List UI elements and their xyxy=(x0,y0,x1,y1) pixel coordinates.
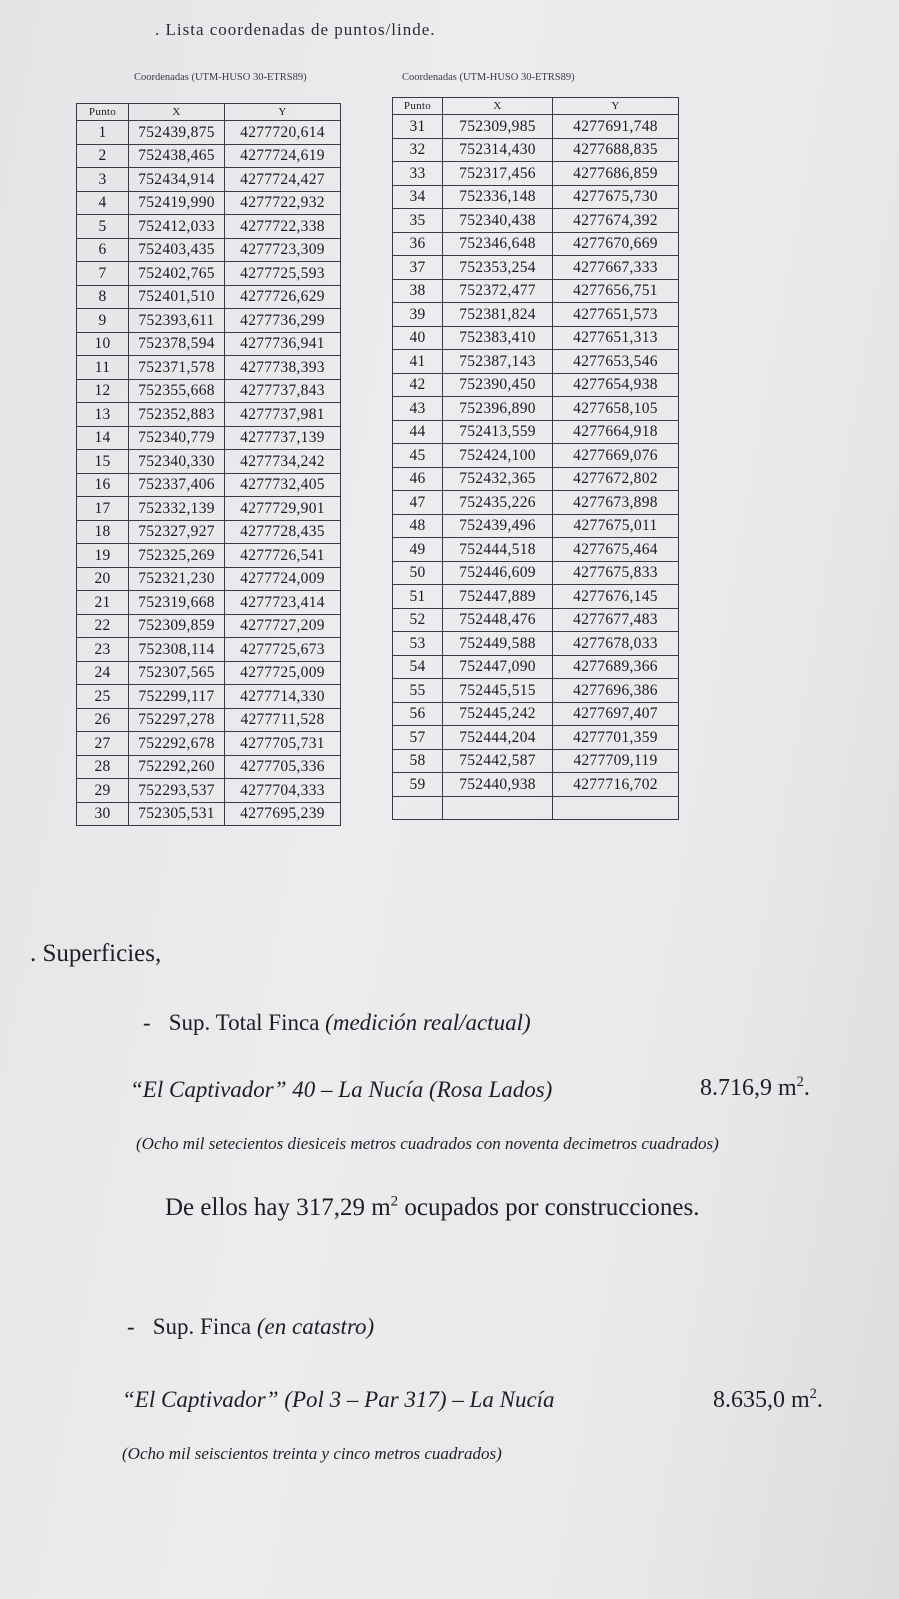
y-cell: 4277725,009 xyxy=(225,661,341,685)
table-row xyxy=(393,773,679,797)
x-cell: 752403,435 xyxy=(129,238,225,262)
point-cell: 56 xyxy=(393,702,443,726)
table-row xyxy=(393,303,679,327)
y-cell: 4277675,464 xyxy=(553,538,679,562)
x-cell: 752352,883 xyxy=(129,403,225,427)
point-cell: 21 xyxy=(77,591,129,615)
table-row xyxy=(77,520,341,544)
table-row xyxy=(77,755,341,779)
point-cell: 32 xyxy=(393,138,443,162)
point-cell: 9 xyxy=(77,309,129,333)
y-cell: 4277716,702 xyxy=(553,773,679,797)
table-row xyxy=(393,444,679,468)
table-row xyxy=(77,356,341,380)
point-cell: 25 xyxy=(77,685,129,709)
table-row xyxy=(77,285,341,309)
y-cell: 4277720,614 xyxy=(225,121,341,145)
table-row xyxy=(77,121,341,145)
x-cell: 752337,406 xyxy=(129,473,225,497)
catastro-place: “El Captivador” (Pol 3 – Par 317) – La Nucía xyxy=(122,1387,555,1412)
y-cell: 4277696,386 xyxy=(553,679,679,703)
table-row xyxy=(77,802,341,826)
y-cell: 4277722,932 xyxy=(225,191,341,215)
table-row xyxy=(77,638,341,662)
table-row xyxy=(77,426,341,450)
point-cell: 2 xyxy=(77,144,129,168)
table-row xyxy=(77,497,341,521)
point-cell: 16 xyxy=(77,473,129,497)
point-cell: 26 xyxy=(77,708,129,732)
table-row xyxy=(393,702,679,726)
table-row xyxy=(393,467,679,491)
x-cell: 752355,668 xyxy=(129,379,225,403)
y-cell: 4277691,748 xyxy=(553,115,679,139)
point-cell: 23 xyxy=(77,638,129,662)
table-row xyxy=(393,397,679,421)
total-finca-label: Sup. Total Finca xyxy=(168,1010,320,1035)
y-cell: 4277673,898 xyxy=(553,491,679,515)
y-cell: 4277675,730 xyxy=(553,185,679,209)
catastro-line xyxy=(127,1314,374,1340)
y-cell: 4277669,076 xyxy=(553,444,679,468)
table-row xyxy=(77,450,341,474)
table-row xyxy=(393,420,679,444)
area-exponent: 2 xyxy=(809,1386,817,1402)
table-row xyxy=(77,732,341,756)
table-row xyxy=(393,232,679,256)
x-cell: 752340,438 xyxy=(443,209,553,233)
x-cell: 752448,476 xyxy=(443,608,553,632)
x-cell: 752446,609 xyxy=(443,561,553,585)
x-cell: 752445,242 xyxy=(443,702,553,726)
y-cell: 4277738,393 xyxy=(225,356,341,380)
x-cell: 752378,594 xyxy=(129,332,225,356)
coordinates-table-right xyxy=(392,97,679,820)
column-header: Punto xyxy=(393,98,443,115)
table-row xyxy=(77,779,341,803)
x-cell: 752402,765 xyxy=(129,262,225,286)
y-cell: 4277701,359 xyxy=(553,726,679,750)
table-row xyxy=(77,332,341,356)
point-cell: 29 xyxy=(77,779,129,803)
x-cell: 752439,875 xyxy=(129,121,225,145)
x-cell: 752299,117 xyxy=(129,685,225,709)
y-cell: 4277704,333 xyxy=(225,779,341,803)
area-end: . xyxy=(816,1387,823,1413)
column-header: X xyxy=(443,98,553,115)
table-row xyxy=(393,256,679,280)
point-cell: 42 xyxy=(393,373,443,397)
y-cell: 4277711,528 xyxy=(225,708,341,732)
x-cell xyxy=(443,796,553,820)
x-cell: 752292,678 xyxy=(129,732,225,756)
x-cell: 752340,779 xyxy=(129,426,225,450)
x-cell: 752438,465 xyxy=(129,144,225,168)
x-cell: 752307,565 xyxy=(129,661,225,685)
x-cell: 752442,587 xyxy=(443,749,553,773)
x-cell: 752447,090 xyxy=(443,655,553,679)
x-cell: 752305,531 xyxy=(129,802,225,826)
point-cell: 3 xyxy=(77,168,129,192)
superficies-heading: . Superficies, xyxy=(30,940,162,967)
y-cell: 4277725,593 xyxy=(225,262,341,286)
table-row xyxy=(393,350,679,374)
x-cell: 752434,914 xyxy=(129,168,225,192)
x-cell: 752390,450 xyxy=(443,373,553,397)
x-cell: 752432,365 xyxy=(443,467,553,491)
x-cell: 752372,477 xyxy=(443,279,553,303)
y-cell: 4277695,239 xyxy=(225,802,341,826)
point-cell: 49 xyxy=(393,538,443,562)
x-cell: 752447,889 xyxy=(443,585,553,609)
table-row xyxy=(393,679,679,703)
point-cell: 17 xyxy=(77,497,129,521)
y-cell: 4277674,392 xyxy=(553,209,679,233)
table-row xyxy=(393,608,679,632)
y-cell: 4277724,427 xyxy=(225,168,341,192)
x-cell: 752396,890 xyxy=(443,397,553,421)
x-cell: 752440,938 xyxy=(443,773,553,797)
x-cell: 752340,330 xyxy=(129,450,225,474)
table-row xyxy=(393,655,679,679)
y-cell: 4277732,405 xyxy=(225,473,341,497)
y-cell: 4277656,751 xyxy=(553,279,679,303)
x-cell: 752314,430 xyxy=(443,138,553,162)
page-title: . Lista coordenadas de puntos/linde. xyxy=(155,20,436,39)
point-cell: 53 xyxy=(393,632,443,656)
x-cell: 752424,100 xyxy=(443,444,553,468)
y-cell: 4277675,833 xyxy=(553,561,679,585)
x-cell: 752309,985 xyxy=(443,115,553,139)
built-after: ocupados por construcciones. xyxy=(398,1194,700,1221)
bullet: - xyxy=(127,1314,135,1339)
point-cell: 14 xyxy=(77,426,129,450)
table-row xyxy=(393,209,679,233)
y-cell: 4277736,941 xyxy=(225,332,341,356)
point-cell: 19 xyxy=(77,544,129,568)
y-cell: 4277737,843 xyxy=(225,379,341,403)
point-cell: 27 xyxy=(77,732,129,756)
point-cell: 43 xyxy=(393,397,443,421)
point-cell: 4 xyxy=(77,191,129,215)
point-cell: 47 xyxy=(393,491,443,515)
column-header: Y xyxy=(553,98,679,115)
x-cell: 752383,410 xyxy=(443,326,553,350)
x-cell: 752381,824 xyxy=(443,303,553,327)
point-cell: 55 xyxy=(393,679,443,703)
table-row xyxy=(393,585,679,609)
x-cell: 752435,226 xyxy=(443,491,553,515)
table-row xyxy=(393,538,679,562)
total-finca-qualifier: (medición real/actual) xyxy=(325,1010,531,1035)
table-row xyxy=(393,796,679,820)
point-cell: 31 xyxy=(393,115,443,139)
x-cell: 752297,278 xyxy=(129,708,225,732)
table-row xyxy=(393,749,679,773)
y-cell: 4277705,336 xyxy=(225,755,341,779)
area-end: . xyxy=(803,1075,810,1101)
point-cell xyxy=(393,796,443,820)
table-row xyxy=(77,708,341,732)
point-cell: 11 xyxy=(77,356,129,380)
y-cell: 4277677,483 xyxy=(553,608,679,632)
table-left-caption: Coordenadas (UTM-HUSO 30-ETRS89) xyxy=(134,72,307,83)
point-cell: 45 xyxy=(393,444,443,468)
point-cell: 18 xyxy=(77,520,129,544)
x-cell: 752336,148 xyxy=(443,185,553,209)
y-cell xyxy=(553,796,679,820)
y-cell: 4277675,011 xyxy=(553,514,679,538)
total-finca-words: (Ocho mil setecientos diesiceis metros cuadrados con noventa decimetros cuadrados) xyxy=(136,1134,719,1153)
point-cell: 35 xyxy=(393,209,443,233)
y-cell: 4277737,139 xyxy=(225,426,341,450)
y-cell: 4277678,033 xyxy=(553,632,679,656)
point-cell: 50 xyxy=(393,561,443,585)
point-cell: 48 xyxy=(393,514,443,538)
catastro-words: (Ocho mil seiscientos treinta y cinco metros cuadrados) xyxy=(122,1444,502,1463)
x-cell: 752325,269 xyxy=(129,544,225,568)
table-right-caption: Coordenadas (UTM-HUSO 30-ETRS89) xyxy=(402,72,575,83)
point-cell: 36 xyxy=(393,232,443,256)
point-cell: 51 xyxy=(393,585,443,609)
x-cell: 752444,204 xyxy=(443,726,553,750)
table-row xyxy=(77,567,341,591)
x-cell: 752371,578 xyxy=(129,356,225,380)
total-finca-area xyxy=(700,1075,810,1102)
point-cell: 54 xyxy=(393,655,443,679)
point-cell: 22 xyxy=(77,614,129,638)
point-cell: 41 xyxy=(393,350,443,374)
y-cell: 4277734,242 xyxy=(225,450,341,474)
built-before: De ellos hay 317,29 m xyxy=(165,1194,391,1221)
y-cell: 4277653,546 xyxy=(553,350,679,374)
x-cell: 752321,230 xyxy=(129,567,225,591)
table-row xyxy=(77,168,341,192)
y-cell: 4277658,105 xyxy=(553,397,679,421)
table-row xyxy=(393,373,679,397)
table-row xyxy=(393,514,679,538)
table-row xyxy=(77,379,341,403)
total-finca-line xyxy=(143,1010,531,1036)
x-cell: 752319,668 xyxy=(129,591,225,615)
point-cell: 24 xyxy=(77,661,129,685)
table-row xyxy=(393,726,679,750)
point-cell: 40 xyxy=(393,326,443,350)
area-exponent: 2 xyxy=(796,1074,804,1090)
x-cell: 752293,537 xyxy=(129,779,225,803)
table-row xyxy=(77,544,341,568)
y-cell: 4277714,330 xyxy=(225,685,341,709)
x-cell: 752412,033 xyxy=(129,215,225,239)
y-cell: 4277723,309 xyxy=(225,238,341,262)
x-cell: 752317,456 xyxy=(443,162,553,186)
point-cell: 8 xyxy=(77,285,129,309)
y-cell: 4277686,859 xyxy=(553,162,679,186)
y-cell: 4277688,835 xyxy=(553,138,679,162)
area-value: 8.635,0 m xyxy=(713,1387,810,1413)
y-cell: 4277726,541 xyxy=(225,544,341,568)
table-row xyxy=(77,262,341,286)
y-cell: 4277736,299 xyxy=(225,309,341,333)
y-cell: 4277727,209 xyxy=(225,614,341,638)
y-cell: 4277705,731 xyxy=(225,732,341,756)
y-cell: 4277672,802 xyxy=(553,467,679,491)
point-cell: 13 xyxy=(77,403,129,427)
area-value: 8.716,9 m xyxy=(700,1075,797,1101)
y-cell: 4277725,673 xyxy=(225,638,341,662)
point-cell: 44 xyxy=(393,420,443,444)
table-row xyxy=(393,185,679,209)
catastro-area xyxy=(713,1387,823,1414)
x-cell: 752401,510 xyxy=(129,285,225,309)
bullet: - xyxy=(143,1010,151,1035)
x-cell: 752393,611 xyxy=(129,309,225,333)
table-header-row xyxy=(393,98,679,115)
table-row xyxy=(77,309,341,333)
point-cell: 59 xyxy=(393,773,443,797)
y-cell: 4277737,981 xyxy=(225,403,341,427)
point-cell: 15 xyxy=(77,450,129,474)
x-cell: 752419,990 xyxy=(129,191,225,215)
table-row xyxy=(77,215,341,239)
catastro-label: Sup. Finca xyxy=(152,1314,252,1339)
table-row xyxy=(393,491,679,515)
point-cell: 20 xyxy=(77,567,129,591)
y-cell: 4277724,009 xyxy=(225,567,341,591)
point-cell: 28 xyxy=(77,755,129,779)
y-cell: 4277670,669 xyxy=(553,232,679,256)
point-cell: 7 xyxy=(77,262,129,286)
x-cell: 752413,559 xyxy=(443,420,553,444)
y-cell: 4277667,333 xyxy=(553,256,679,280)
x-cell: 752444,518 xyxy=(443,538,553,562)
y-cell: 4277724,619 xyxy=(225,144,341,168)
table-row xyxy=(393,138,679,162)
y-cell: 4277723,414 xyxy=(225,591,341,615)
point-cell: 10 xyxy=(77,332,129,356)
x-cell: 752439,496 xyxy=(443,514,553,538)
point-cell: 12 xyxy=(77,379,129,403)
point-cell: 57 xyxy=(393,726,443,750)
table-row xyxy=(393,561,679,585)
y-cell: 4277676,145 xyxy=(553,585,679,609)
point-cell: 30 xyxy=(77,802,129,826)
table-row xyxy=(77,614,341,638)
point-cell: 6 xyxy=(77,238,129,262)
point-cell: 37 xyxy=(393,256,443,280)
y-cell: 4277709,119 xyxy=(553,749,679,773)
x-cell: 752445,515 xyxy=(443,679,553,703)
y-cell: 4277697,407 xyxy=(553,702,679,726)
y-cell: 4277728,435 xyxy=(225,520,341,544)
table-row xyxy=(77,238,341,262)
point-cell: 33 xyxy=(393,162,443,186)
x-cell: 752309,859 xyxy=(129,614,225,638)
table-row xyxy=(393,162,679,186)
table-row xyxy=(393,326,679,350)
column-header: Y xyxy=(225,104,341,121)
total-finca-place: “El Captivador” 40 – La Nucía (Rosa Lados) xyxy=(130,1077,553,1102)
table-row xyxy=(77,685,341,709)
x-cell: 752346,648 xyxy=(443,232,553,256)
point-cell: 1 xyxy=(77,121,129,145)
table-row xyxy=(77,591,341,615)
column-header: X xyxy=(129,104,225,121)
x-cell: 752292,260 xyxy=(129,755,225,779)
table-row xyxy=(393,279,679,303)
y-cell: 4277729,901 xyxy=(225,497,341,521)
x-cell: 752332,139 xyxy=(129,497,225,521)
x-cell: 752353,254 xyxy=(443,256,553,280)
y-cell: 4277722,338 xyxy=(225,215,341,239)
table-row xyxy=(77,191,341,215)
y-cell: 4277654,938 xyxy=(553,373,679,397)
point-cell: 39 xyxy=(393,303,443,327)
point-cell: 5 xyxy=(77,215,129,239)
y-cell: 4277651,573 xyxy=(553,303,679,327)
x-cell: 752327,927 xyxy=(129,520,225,544)
column-header: Punto xyxy=(77,104,129,121)
point-cell: 52 xyxy=(393,608,443,632)
coordinates-table-left xyxy=(76,103,341,826)
catastro-qualifier: (en catastro) xyxy=(256,1314,375,1339)
table-row xyxy=(77,144,341,168)
built-area-line xyxy=(165,1194,699,1222)
built-exponent: 2 xyxy=(390,1193,399,1210)
x-cell: 752308,114 xyxy=(129,638,225,662)
x-cell: 752387,143 xyxy=(443,350,553,374)
point-cell: 34 xyxy=(393,185,443,209)
table-header-row xyxy=(77,104,341,121)
point-cell: 46 xyxy=(393,467,443,491)
y-cell: 4277664,918 xyxy=(553,420,679,444)
y-cell: 4277689,366 xyxy=(553,655,679,679)
point-cell: 58 xyxy=(393,749,443,773)
table-row xyxy=(393,115,679,139)
y-cell: 4277651,313 xyxy=(553,326,679,350)
x-cell: 752449,588 xyxy=(443,632,553,656)
point-cell: 38 xyxy=(393,279,443,303)
table-row xyxy=(77,403,341,427)
table-row xyxy=(77,661,341,685)
table-row xyxy=(393,632,679,656)
y-cell: 4277726,629 xyxy=(225,285,341,309)
table-row xyxy=(77,473,341,497)
